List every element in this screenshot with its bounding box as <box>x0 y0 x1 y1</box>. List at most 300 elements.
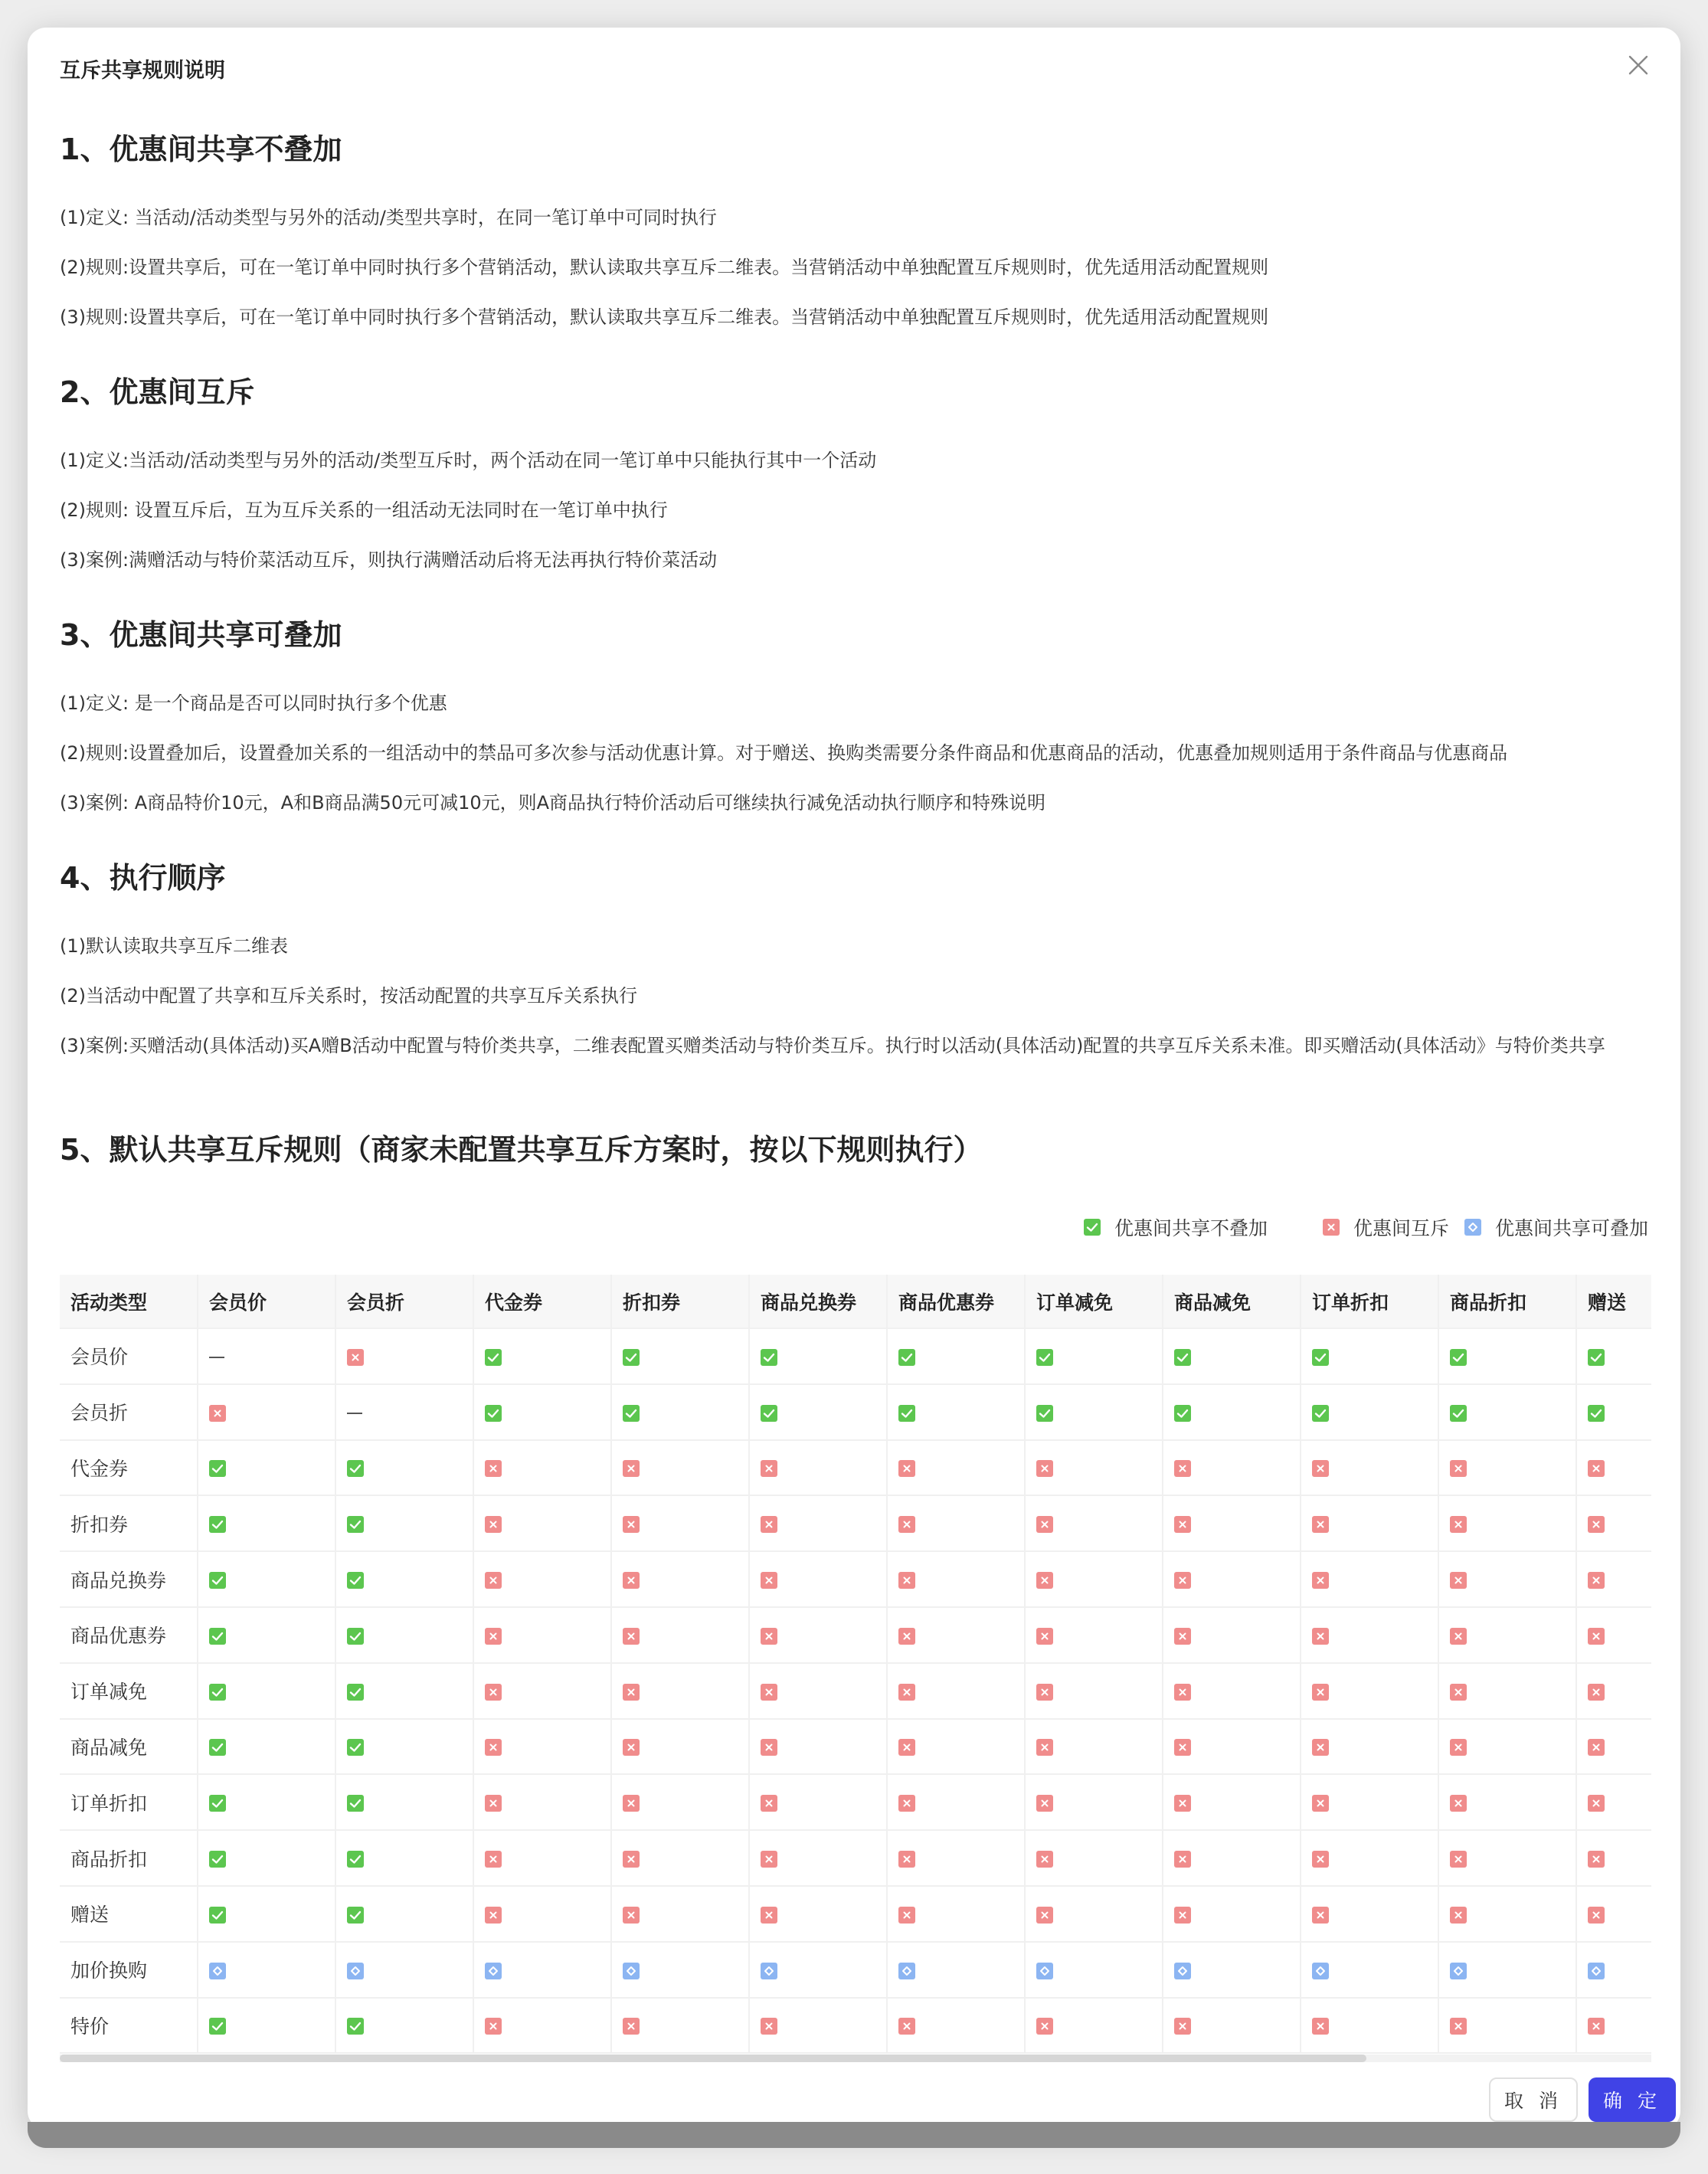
row-label: 特价 <box>60 1998 198 2054</box>
table-cell <box>1438 1607 1576 1663</box>
check-icon <box>347 1460 364 1477</box>
cross-icon <box>761 1628 777 1645</box>
cross-icon <box>761 2018 777 2035</box>
table-cell <box>1025 1551 1163 1607</box>
table-cell <box>1438 1551 1576 1607</box>
cross-icon <box>761 1572 777 1589</box>
check-icon <box>1036 1405 1053 1422</box>
check-icon <box>347 2018 364 2035</box>
table-cell <box>335 1830 473 1886</box>
check-icon <box>1174 1349 1191 1366</box>
cross-icon <box>1174 2018 1191 2035</box>
check-icon <box>347 1795 364 1812</box>
table-cell <box>887 1830 1025 1886</box>
table-cell <box>611 1719 749 1775</box>
cross-icon <box>898 1907 915 1924</box>
check-icon <box>1588 1349 1605 1366</box>
table-cell <box>611 1384 749 1440</box>
cross-icon <box>623 1460 640 1477</box>
cross-icon <box>623 1572 640 1589</box>
table-cell <box>1163 1886 1301 1942</box>
cross-icon <box>623 1795 640 1812</box>
table-cell <box>1025 1830 1163 1886</box>
cross-icon <box>623 1739 640 1756</box>
table-cell <box>1163 1998 1301 2054</box>
cross-icon <box>1312 1907 1329 1924</box>
table-cell <box>1438 1495 1576 1551</box>
check-icon <box>347 1851 364 1868</box>
check-icon <box>209 2018 226 2035</box>
table-cell <box>1301 1551 1438 1607</box>
diamond-icon <box>1312 1963 1329 1979</box>
scrollbar-thumb[interactable] <box>60 2054 1366 2062</box>
cross-icon <box>1036 1739 1053 1756</box>
cross-icon <box>1588 2018 1605 2035</box>
table-cell <box>1438 1440 1576 1496</box>
check-icon <box>485 1349 502 1366</box>
cross-icon <box>347 1349 364 1366</box>
section-4-para-1: (1)默认读取共享互斥二维表 <box>60 935 288 957</box>
table-cell <box>1576 1719 1651 1775</box>
cross-icon <box>1174 1628 1191 1645</box>
column-header: 会员折 <box>335 1275 473 1328</box>
table-cell <box>749 1384 887 1440</box>
check-icon <box>898 1349 915 1366</box>
cross-icon <box>209 1405 226 1422</box>
cross-icon <box>1588 1516 1605 1533</box>
row-label: 会员折 <box>60 1384 198 1440</box>
table-cell <box>1438 1663 1576 1719</box>
section-title-5: 5、默认共享互斥规则（商家未配置共享互斥方案时，按以下规则执行） <box>60 1133 983 1167</box>
horizontal-scrollbar[interactable] <box>60 2054 1651 2062</box>
section-title-3: 3、优惠间共享可叠加 <box>60 618 342 652</box>
table-cell <box>1576 1998 1651 2054</box>
table-cell <box>198 1607 335 1663</box>
cross-icon <box>1036 1628 1053 1645</box>
table-cell <box>1576 1551 1651 1607</box>
check-icon <box>347 1572 364 1589</box>
table-cell <box>473 1663 611 1719</box>
row-label: 商品折扣 <box>60 1830 198 1886</box>
diamond-icon <box>623 1963 640 1979</box>
legend-stack <box>1464 1213 1648 1241</box>
column-header: 赠送 <box>1576 1275 1651 1328</box>
cross-icon <box>485 1739 502 1756</box>
table-cell <box>1025 1886 1163 1942</box>
table-cell <box>1576 1886 1651 1942</box>
table-row <box>60 1719 1651 1775</box>
cross-icon <box>1588 1460 1605 1477</box>
table-row <box>60 1774 1651 1830</box>
diamond-icon <box>761 1963 777 1979</box>
column-header: 商品折扣 <box>1438 1275 1576 1328</box>
cross-icon <box>485 1795 502 1812</box>
table-cell <box>611 1607 749 1663</box>
table-cell <box>1301 1719 1438 1775</box>
check-icon <box>209 1739 226 1756</box>
table-cell <box>1301 1663 1438 1719</box>
table-cell <box>198 1998 335 2054</box>
table-cell <box>198 1663 335 1719</box>
table-row <box>60 1663 1651 1719</box>
table-cell <box>611 1551 749 1607</box>
cross-icon <box>623 1907 640 1924</box>
table-cell <box>1301 1440 1438 1496</box>
cross-icon <box>1174 1516 1191 1533</box>
rules-table <box>60 1275 1651 2054</box>
diamond-icon <box>898 1963 915 1979</box>
table-cell <box>1163 1384 1301 1440</box>
table-cell <box>1438 1998 1576 2054</box>
cross-icon <box>1450 1684 1467 1701</box>
check-icon <box>623 1405 640 1422</box>
dash-icon <box>347 1413 362 1414</box>
row-label: 会员价 <box>60 1328 198 1384</box>
cancel-button[interactable]: 取 消 <box>1489 2077 1578 2122</box>
cross-icon <box>623 1851 640 1868</box>
table-row <box>60 1886 1651 1942</box>
table-cell <box>335 1886 473 1942</box>
table-cell <box>198 1886 335 1942</box>
check-icon <box>347 1684 364 1701</box>
cross-icon <box>898 1851 915 1868</box>
section-title-1: 1、优惠间共享不叠加 <box>60 133 342 166</box>
table-cell <box>473 1719 611 1775</box>
cross-icon <box>485 1851 502 1868</box>
column-header: 商品优惠券 <box>887 1275 1025 1328</box>
table-cell <box>611 1328 749 1384</box>
section-2-para-1: (1)定义:当活动/活动类型与另外的活动/类型互斥时，两个活动在同一笔订单中只能执行其中一个活动 <box>60 450 877 471</box>
rules-table-wrap[interactable] <box>60 1275 1651 2061</box>
table-cell <box>887 1384 1025 1440</box>
row-label: 订单折扣 <box>60 1774 198 1830</box>
cross-icon <box>1312 1460 1329 1477</box>
cross-icon <box>761 1851 777 1868</box>
cross-icon <box>898 1628 915 1645</box>
check-icon <box>347 1628 364 1645</box>
cross-icon <box>623 1684 640 1701</box>
cross-icon <box>1174 1572 1191 1589</box>
cross-icon <box>761 1907 777 1924</box>
close-icon[interactable] <box>1624 51 1653 80</box>
table-cell <box>749 1663 887 1719</box>
table-cell <box>1438 1886 1576 1942</box>
cross-icon <box>1588 1795 1605 1812</box>
cross-icon <box>1036 2018 1053 2035</box>
table-cell <box>1025 1440 1163 1496</box>
check-icon <box>1588 1405 1605 1422</box>
cross-icon <box>623 1516 640 1533</box>
check-icon <box>485 1405 502 1422</box>
table-cell <box>198 1830 335 1886</box>
cross-icon <box>1323 1219 1340 1236</box>
table-cell <box>749 1719 887 1775</box>
table-cell <box>1438 1328 1576 1384</box>
table-cell <box>1301 1384 1438 1440</box>
table-cell <box>887 1942 1025 1998</box>
section-3-para-2: (2)规则:设置叠加后，设置叠加关系的一组活动中的禁品可多次参与活动优惠计算。对于赠送、换购类需要分条件商品和优惠商品的活动，优惠叠加规则适用于条件商品与优惠商品 <box>60 742 1508 764</box>
table-cell <box>1576 1830 1651 1886</box>
table-row <box>60 1607 1651 1663</box>
table-cell <box>1025 1942 1163 1998</box>
row-label: 商品减免 <box>60 1719 198 1775</box>
table-cell <box>1025 1719 1163 1775</box>
table-cell <box>1576 1607 1651 1663</box>
cross-icon <box>898 1739 915 1756</box>
table-cell <box>1163 1551 1301 1607</box>
table-cell <box>887 1886 1025 1942</box>
cross-icon <box>1174 1460 1191 1477</box>
cross-icon <box>1036 1795 1053 1812</box>
table-cell <box>1163 1719 1301 1775</box>
cross-icon <box>761 1795 777 1812</box>
check-icon <box>761 1405 777 1422</box>
row-label: 商品兑换券 <box>60 1551 198 1607</box>
row-label: 折扣券 <box>60 1495 198 1551</box>
diamond-icon <box>1588 1963 1605 1979</box>
legend-no-label: 优惠间互斥 <box>1353 1217 1449 1239</box>
table-cell <box>1163 1830 1301 1886</box>
table-cell <box>1301 1774 1438 1830</box>
cross-icon <box>1450 1851 1467 1868</box>
legend-no <box>1323 1213 1449 1241</box>
table-cell <box>749 1830 887 1886</box>
cross-icon <box>1450 1572 1467 1589</box>
cross-icon <box>1588 1739 1605 1756</box>
legend-yes <box>1084 1213 1268 1241</box>
column-header: 商品减免 <box>1163 1275 1301 1328</box>
confirm-button[interactable]: 确 定 <box>1589 2077 1676 2122</box>
table-cell <box>749 1328 887 1384</box>
cross-icon <box>761 1684 777 1701</box>
table-cell <box>749 1886 887 1942</box>
section-3-para-1: (1)定义: 是一个商品是否可以同时执行多个优惠 <box>60 692 447 714</box>
table-cell <box>335 1719 473 1775</box>
table-row <box>60 1942 1651 1998</box>
table-cell <box>1301 1998 1438 2054</box>
table-row <box>60 1495 1651 1551</box>
column-header: 订单减免 <box>1025 1275 1163 1328</box>
table-cell <box>1025 1774 1163 1830</box>
diamond-icon <box>209 1963 226 1979</box>
table-cell <box>611 1495 749 1551</box>
table-cell <box>1576 1663 1651 1719</box>
table-cell <box>749 1495 887 1551</box>
table-cell <box>1163 1942 1301 1998</box>
table-cell <box>611 1942 749 1998</box>
cross-icon <box>485 1460 502 1477</box>
table-cell <box>198 1719 335 1775</box>
table-cell <box>887 1495 1025 1551</box>
table-cell <box>749 1998 887 2054</box>
cross-icon <box>1588 1572 1605 1589</box>
check-icon <box>347 1907 364 1924</box>
check-icon <box>1036 1349 1053 1366</box>
table-cell <box>473 1440 611 1496</box>
table-cell <box>611 1440 749 1496</box>
section-3-para-3: (3)案例: A商品特价10元，A和B商品满50元可减10元，则A商品执行特价活动后可继续执行减免活动执行顺序和特殊说明 <box>60 792 1046 814</box>
cross-icon <box>1312 1851 1329 1868</box>
table-cell <box>473 1551 611 1607</box>
table-cell <box>1025 1663 1163 1719</box>
cross-icon <box>1312 1795 1329 1812</box>
cross-icon <box>1588 1684 1605 1701</box>
table-row <box>60 1998 1651 2054</box>
cross-icon <box>898 1684 915 1701</box>
table-cell <box>335 1384 473 1440</box>
table-cell <box>473 1886 611 1942</box>
row-label: 商品优惠券 <box>60 1607 198 1663</box>
check-icon <box>1312 1349 1329 1366</box>
table-cell <box>1025 1384 1163 1440</box>
cross-icon <box>1174 1795 1191 1812</box>
check-icon <box>1084 1219 1101 1236</box>
table-cell <box>335 1495 473 1551</box>
check-icon <box>209 1460 226 1477</box>
cross-icon <box>1588 1907 1605 1924</box>
table-cell <box>1163 1440 1301 1496</box>
table-row <box>60 1384 1651 1440</box>
check-icon <box>209 1907 226 1924</box>
table-cell <box>335 1607 473 1663</box>
table-cell <box>887 1774 1025 1830</box>
column-header: 会员价 <box>198 1275 335 1328</box>
table-cell <box>611 1886 749 1942</box>
check-icon <box>209 1572 226 1589</box>
table-cell <box>473 1998 611 2054</box>
table-cell <box>473 1607 611 1663</box>
table-cell <box>1438 1384 1576 1440</box>
table-cell <box>887 1663 1025 1719</box>
diamond-icon <box>1036 1963 1053 1979</box>
diamond-icon <box>485 1963 502 1979</box>
table-cell <box>611 1663 749 1719</box>
cross-icon <box>1036 1907 1053 1924</box>
column-header: 订单折扣 <box>1301 1275 1438 1328</box>
table-cell <box>1025 1998 1163 2054</box>
cross-icon <box>1174 1851 1191 1868</box>
cross-icon <box>898 1460 915 1477</box>
cross-icon <box>485 1628 502 1645</box>
section-title-4: 4、执行顺序 <box>60 861 226 895</box>
section-1-para-3: (3)规则:设置共享后，可在一笔订单中同时执行多个营销活动，默认读取共享互斥二维表。当营销活动中单独配置互斥规则时，优先适用活动配置规则 <box>60 306 1269 328</box>
dash-icon <box>209 1357 224 1358</box>
table-cell <box>1025 1328 1163 1384</box>
cross-icon <box>1036 1684 1053 1701</box>
legend-stack-label: 优惠间共享可叠加 <box>1494 1217 1648 1239</box>
table-cell <box>1301 1495 1438 1551</box>
modal-title: 互斥共享规则说明 <box>60 59 225 83</box>
table-cell <box>749 1551 887 1607</box>
cross-icon <box>1450 1907 1467 1924</box>
cross-icon <box>1036 1516 1053 1533</box>
table-cell <box>1163 1607 1301 1663</box>
section-4-para-2: (2)当活动中配置了共享和互斥关系时，按活动配置的共享互斥关系执行 <box>60 985 637 1007</box>
check-icon <box>209 1516 226 1533</box>
table-cell <box>749 1607 887 1663</box>
table-cell <box>473 1830 611 1886</box>
table-cell <box>198 1774 335 1830</box>
section-1-para-2: (2)规则:设置共享后，可在一笔订单中同时执行多个营销活动，默认读取共享互斥二维表。当营销活动中单独配置互斥规则时，优先适用活动配置规则 <box>60 257 1269 278</box>
check-icon <box>1312 1405 1329 1422</box>
table-cell <box>198 1328 335 1384</box>
table-cell <box>473 1384 611 1440</box>
cross-icon <box>1312 1739 1329 1756</box>
row-label: 加价换购 <box>60 1942 198 1998</box>
table-cell <box>1025 1607 1163 1663</box>
table-cell <box>198 1440 335 1496</box>
cross-icon <box>1450 1628 1467 1645</box>
table-cell <box>1163 1774 1301 1830</box>
cross-icon <box>1312 1572 1329 1589</box>
cross-icon <box>1450 2018 1467 2035</box>
table-cell <box>1163 1495 1301 1551</box>
cross-icon <box>1312 1684 1329 1701</box>
column-header: 商品兑换券 <box>749 1275 887 1328</box>
table-cell <box>335 1942 473 1998</box>
cross-icon <box>1174 1684 1191 1701</box>
column-header: 活动类型 <box>60 1275 198 1328</box>
check-icon <box>898 1405 915 1422</box>
table-cell <box>1438 1830 1576 1886</box>
table-cell <box>1576 1942 1651 1998</box>
check-icon <box>347 1516 364 1533</box>
cross-icon <box>1036 1460 1053 1477</box>
check-icon <box>1174 1405 1191 1422</box>
table-cell <box>198 1495 335 1551</box>
table-cell <box>1163 1328 1301 1384</box>
table-cell <box>1301 1830 1438 1886</box>
table-cell <box>198 1551 335 1607</box>
table-cell <box>1576 1774 1651 1830</box>
table-cell <box>1576 1440 1651 1496</box>
rules-modal <box>28 28 1680 2130</box>
check-icon <box>1450 1349 1467 1366</box>
table-cell <box>1576 1495 1651 1551</box>
diamond-icon <box>347 1963 364 1979</box>
table-cell <box>887 1719 1025 1775</box>
column-header: 折扣券 <box>611 1275 749 1328</box>
table-cell <box>1301 1886 1438 1942</box>
section-2-para-2: (2)规则: 设置互斥后，互为互斥关系的一组活动无法同时在一笔订单中执行 <box>60 499 668 521</box>
cross-icon <box>1450 1516 1467 1533</box>
cross-icon <box>623 1628 640 1645</box>
table-cell <box>749 1440 887 1496</box>
cross-icon <box>1312 2018 1329 2035</box>
section-4-para-3: (3)案例:买赠活动(具体活动)买A赠B活动中配置与特价类共享，二维表配置买赠类活动与特价类互斥。执行时以活动(具体活动)配置的共享互斥关系未准。即买赠活动(具体活动》与特价类共享 <box>60 1035 1605 1056</box>
table-cell <box>198 1384 335 1440</box>
table-cell <box>749 1942 887 1998</box>
cross-icon <box>623 2018 640 2035</box>
table-cell <box>887 1328 1025 1384</box>
cross-icon <box>1174 1907 1191 1924</box>
table-cell <box>611 1830 749 1886</box>
table-cell <box>1576 1384 1651 1440</box>
check-icon <box>209 1851 226 1868</box>
cross-icon <box>761 1460 777 1477</box>
cross-icon <box>1450 1795 1467 1812</box>
table-cell <box>611 1998 749 2054</box>
cross-icon <box>1450 1460 1467 1477</box>
table-cell <box>749 1774 887 1830</box>
table-header-row <box>60 1275 1651 1328</box>
check-icon <box>209 1684 226 1701</box>
check-icon <box>209 1628 226 1645</box>
row-label: 订单减免 <box>60 1663 198 1719</box>
table-cell <box>1438 1719 1576 1775</box>
cross-icon <box>1036 1851 1053 1868</box>
check-icon <box>347 1739 364 1756</box>
